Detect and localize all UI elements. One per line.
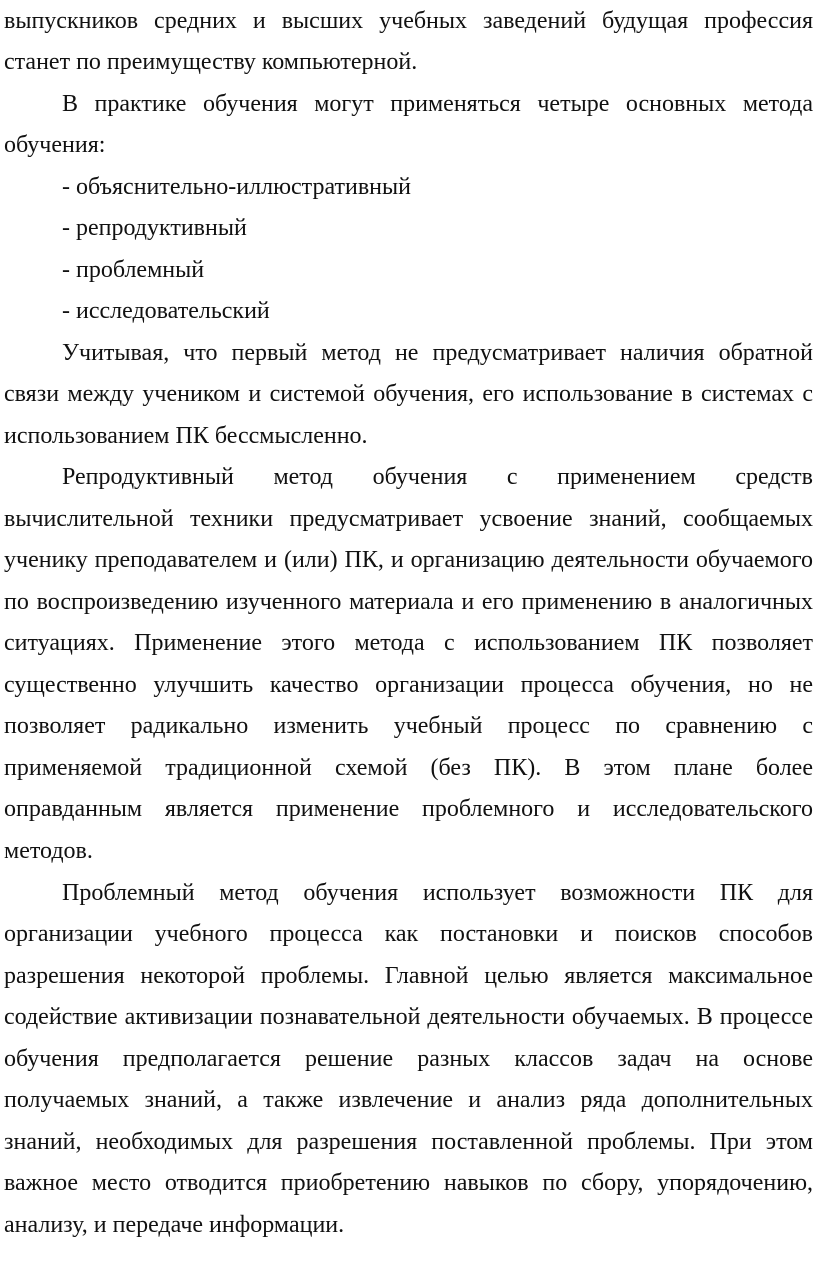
text-line: использованием ПК бессмысленно.	[4, 423, 368, 449]
text-line: оправданным является применение проблемного и исследовательского	[4, 796, 813, 822]
text-line: ученику преподавателем и (или) ПК, и организацию деятельности обучаемого	[4, 547, 813, 573]
text-line: станет по преимуществу компьютерной.	[4, 49, 418, 75]
text-line: ситуациях. Применение этого метода с использованием ПК позволяет	[4, 630, 813, 656]
text-line: применяемой традиционной схемой (без ПК). В этом плане более	[4, 755, 813, 781]
text-line: связи между учеником и системой обучения, его использование в системах с	[4, 381, 813, 407]
text-line: выпускников средних и высших учебных заведений будущая профессия	[4, 8, 813, 34]
text-line: вычислительной техники предусматривает усвоение знаний, сообщаемых	[4, 506, 813, 532]
text-line: анализу, и передаче информации.	[4, 1212, 345, 1238]
text-line: знаний, необходимых для разрешения поставленной проблемы. При этом	[4, 1129, 813, 1155]
text-line: методов.	[4, 838, 93, 864]
text-line: Проблемный метод обучения использует возможности ПК для	[62, 880, 813, 906]
text-line: Учитывая, что первый метод не предусматривает наличия обратной	[62, 340, 813, 366]
text-line: разрешения некоторой проблемы. Главной целью является максимальное	[4, 963, 813, 989]
text-line: В практике обучения могут применяться четыре основных метода	[62, 91, 813, 117]
text-line: обучения:	[4, 132, 106, 158]
text-line: содействие активизации познавательной деятельности обучаемых. В процессе	[4, 1004, 813, 1030]
text-line: Репродуктивный метод обучения с применением средств	[62, 464, 813, 490]
list-item: - объяснительно-иллюстративный	[62, 174, 411, 200]
text-line: получаемых знаний, а также извлечение и анализ ряда дополнительных	[4, 1087, 813, 1113]
text-line: обучения предполагается решение разных классов задач на основе	[4, 1046, 813, 1072]
list-item: - репродуктивный	[62, 215, 247, 241]
list-item: - проблемный	[62, 257, 205, 283]
text-line: по воспроизведению изученного материала и его применению в аналогичных	[4, 589, 813, 615]
text-line: важное место отводится приобретению навыков по сбору, упорядочению,	[4, 1170, 813, 1196]
text-line: существенно улучшить качество организации процесса обучения, но не	[4, 672, 813, 698]
text-line: организации учебного процесса как постановки и поисков способов	[4, 921, 813, 947]
list-item: - исследовательский	[62, 298, 270, 324]
text-line: позволяет радикально изменить учебный процесс по сравнению с	[4, 713, 813, 739]
